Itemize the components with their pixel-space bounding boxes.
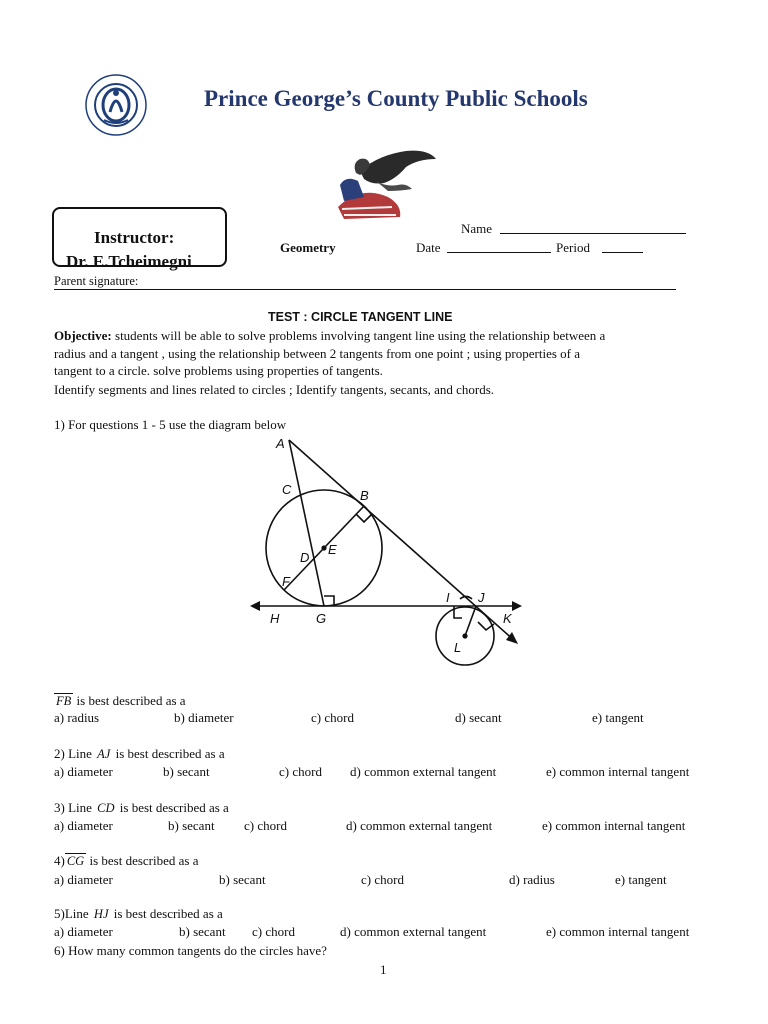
- test-title: TEST : CIRCLE TANGENT LINE: [268, 310, 453, 324]
- q5-stem-text: is best described as a: [110, 906, 223, 921]
- q2-option-d[interactable]: d) common external tangent: [350, 764, 497, 779]
- label-b: B: [360, 488, 369, 503]
- label-e: E: [328, 542, 337, 557]
- question-1-stem: [54, 693, 186, 709]
- label-h: H: [270, 611, 280, 626]
- q3-stem-text: is best described as a: [116, 800, 229, 815]
- q4-option-a[interactable]: a) diameter: [54, 872, 113, 887]
- eagle-flag-image: [330, 145, 438, 221]
- q5-option-d[interactable]: d) common external tangent: [340, 924, 487, 939]
- q4-segment: CG: [66, 854, 85, 868]
- q4-option-e[interactable]: e) tangent: [615, 872, 667, 887]
- period-label: Period: [556, 240, 590, 255]
- question-6: 6) How many common tangents do the circles have?: [54, 943, 327, 958]
- radius-lj: [465, 606, 476, 636]
- q4-stem-text: is best described as a: [86, 853, 199, 868]
- point-e: [321, 545, 326, 550]
- label-l: L: [454, 640, 462, 655]
- arrow-left: [250, 601, 260, 611]
- q5-option-a[interactable]: a) diameter: [54, 924, 113, 939]
- line-ag: [289, 440, 324, 606]
- arrow-right: [512, 601, 522, 611]
- school-seal: [84, 68, 200, 142]
- q1-option-c[interactable]: c) chord: [311, 710, 354, 725]
- q1-option-d[interactable]: d) secant: [455, 710, 502, 725]
- q2-option-b[interactable]: b) secant: [163, 764, 210, 779]
- q2-option-e[interactable]: e) common internal tangent: [546, 764, 690, 779]
- q3-option-b[interactable]: b) secant: [168, 818, 215, 833]
- label-g: G: [316, 611, 327, 626]
- q3-number: 3): [54, 800, 65, 815]
- name-field[interactable]: [500, 233, 686, 234]
- instructor-name: Dr. E.Tcheimegni: [66, 252, 192, 271]
- objective-label: Objective:: [54, 328, 112, 343]
- label-a: A: [276, 436, 285, 451]
- q4-option-b[interactable]: b) secant: [219, 872, 266, 887]
- parent-signature-field[interactable]: [54, 289, 676, 290]
- q1-stem-text: is best described as a: [73, 693, 186, 708]
- q3-option-e[interactable]: e) common internal tangent: [542, 818, 686, 833]
- question-5-stem: 5)Line HJ is best described as a: [54, 906, 223, 921]
- period-field[interactable]: [602, 252, 643, 253]
- q2-number: 2): [54, 746, 65, 761]
- label-j: J: [478, 590, 485, 605]
- date-label: Date: [416, 240, 441, 255]
- question-2-stem: 2) Line AJ is best described as a: [54, 746, 225, 761]
- q5-option-c[interactable]: c) chord: [252, 924, 295, 939]
- q1-segment: FB: [56, 694, 72, 708]
- q1-option-b[interactable]: b) diameter: [174, 710, 234, 725]
- q2-option-a[interactable]: a) diameter: [54, 764, 113, 779]
- q2-segment: AJ: [97, 747, 111, 761]
- objective-text-1: students will be able to solve problems involving tangent line using the relationship between a: [111, 328, 606, 343]
- objective-line-2: radius and a tangent , using the relationship between 2 tangents from one point ; using properties of a: [54, 346, 581, 361]
- q3-segment: CD: [97, 801, 115, 815]
- q3-option-d[interactable]: d) common external tangent: [346, 818, 493, 833]
- school-name: Prince George’s County Public Schools: [204, 86, 588, 111]
- instructor-label: Instructor:: [94, 228, 175, 247]
- page-number: 1: [380, 962, 387, 977]
- q4-option-d[interactable]: d) radius: [509, 872, 555, 887]
- label-f: F: [282, 574, 290, 589]
- date-field[interactable]: [447, 252, 551, 253]
- q4-option-c[interactable]: c) chord: [361, 872, 404, 887]
- objective-line-3: tangent to a circle. solve problems using properties of tangents.: [54, 363, 383, 378]
- label-c: C: [282, 482, 292, 497]
- q1-option-e[interactable]: e) tangent: [592, 710, 644, 725]
- name-label: Name: [461, 221, 493, 236]
- q5-option-e[interactable]: e) common internal tangent: [546, 924, 690, 939]
- point-l: [462, 633, 467, 638]
- circle-tangent-diagram: [240, 430, 530, 675]
- objective-line-4: Identify segments and lines related to circles ; Identify tangents, secants, and chords.: [54, 382, 495, 397]
- q4-number: 4): [54, 853, 65, 868]
- parent-signature-label: Parent signature:: [54, 274, 139, 288]
- diagram-intro: 1) For questions 1 - 5 use the diagram below: [54, 417, 287, 432]
- q2-option-c[interactable]: c) chord: [279, 764, 322, 779]
- q3-option-a[interactable]: a) diameter: [54, 818, 113, 833]
- q5-option-b[interactable]: b) secant: [179, 924, 226, 939]
- q5-segment: HJ: [93, 907, 109, 921]
- question-4-stem: [54, 853, 199, 869]
- q3-option-c[interactable]: c) chord: [244, 818, 287, 833]
- label-i: I: [446, 590, 450, 605]
- q5-number: 5): [54, 906, 65, 921]
- question-3-stem: 3) Line CD is best described as a: [54, 800, 229, 815]
- q1-option-a[interactable]: a) radius: [54, 710, 100, 725]
- subject-label: Geometry: [280, 240, 336, 255]
- label-d: D: [300, 550, 310, 565]
- objective-line-1: [54, 328, 605, 343]
- label-k: K: [503, 611, 512, 626]
- q2-stem-text: is best described as a: [112, 746, 225, 761]
